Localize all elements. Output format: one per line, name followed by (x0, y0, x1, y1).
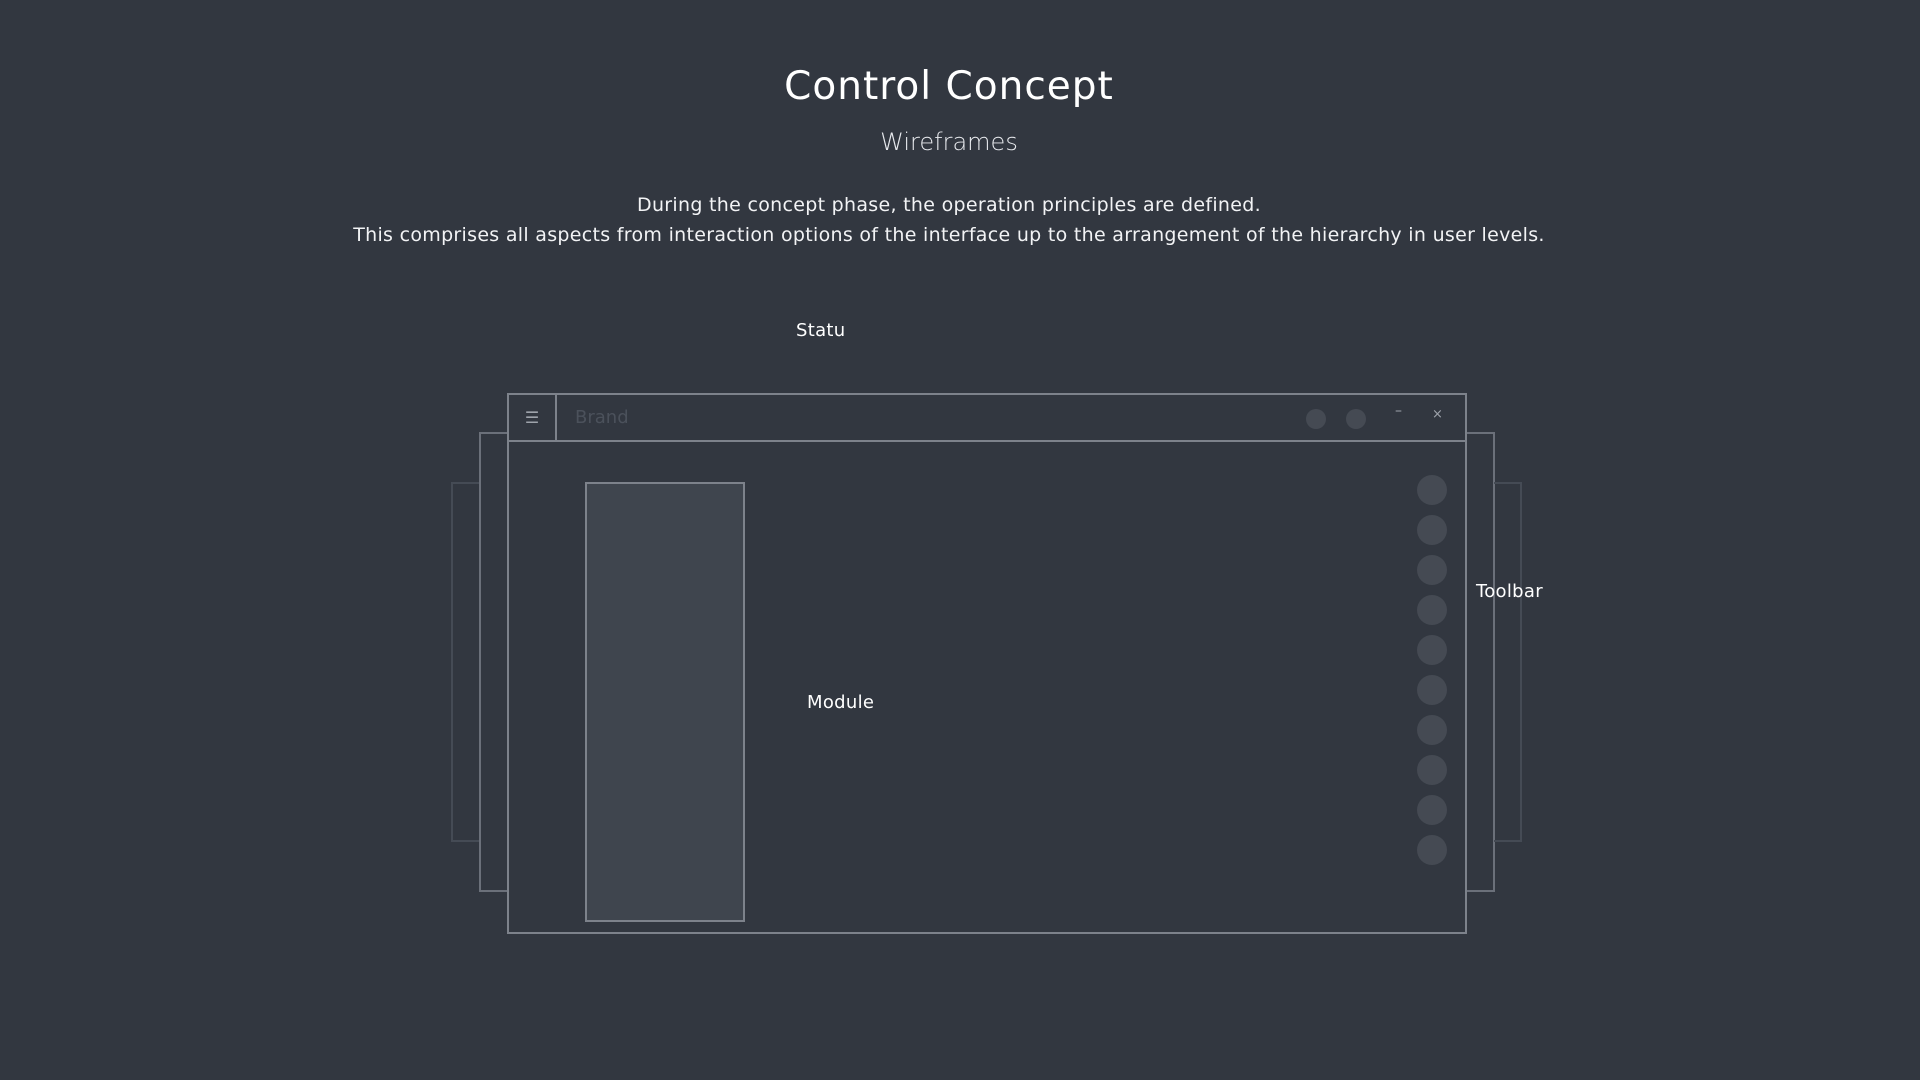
status-label: Statu (796, 320, 846, 341)
toolbar-button-3[interactable] (1417, 555, 1447, 585)
minimize-icon[interactable]: – (1395, 403, 1402, 419)
back-panel-left-outer (451, 482, 480, 842)
toolbar-button-9[interactable] (1417, 795, 1447, 825)
window-titlebar (509, 395, 1465, 442)
toolbar-button-7[interactable] (1417, 715, 1447, 745)
brand-label: Brand (575, 407, 629, 428)
wireframe-window (507, 393, 1467, 934)
module-label: Module (807, 692, 875, 713)
toolbar-button-10[interactable] (1417, 835, 1447, 865)
toolbar-button-1[interactable] (1417, 475, 1447, 505)
menu-button[interactable] (509, 395, 557, 440)
back-panel-right-outer (1494, 482, 1522, 842)
page-title: Control Concept (784, 64, 1114, 109)
module-panel (585, 482, 745, 922)
hamburger-icon: ☰ (524, 408, 540, 427)
description-line-2: This comprises all aspects from interaction options of the interface up to the arrangement of the hierarchy in user levels. (353, 224, 1545, 246)
toolbar-button-8[interactable] (1417, 755, 1447, 785)
titlebar-action-button-2[interactable] (1346, 409, 1366, 429)
toolbar-button-5[interactable] (1417, 635, 1447, 665)
back-panel-right-inner (1465, 432, 1495, 892)
toolbar-button-2[interactable] (1417, 515, 1447, 545)
back-panel-left-inner (479, 432, 509, 892)
toolbar-label: Toolbar (1476, 581, 1543, 602)
page-subtitle: Wireframes (880, 128, 1018, 156)
description-line-1: During the concept phase, the operation principles are defined. (637, 194, 1261, 216)
toolbar-button-4[interactable] (1417, 595, 1447, 625)
toolbar-button-6[interactable] (1417, 675, 1447, 705)
titlebar-action-button-1[interactable] (1306, 409, 1326, 429)
close-icon[interactable]: × (1432, 407, 1443, 422)
